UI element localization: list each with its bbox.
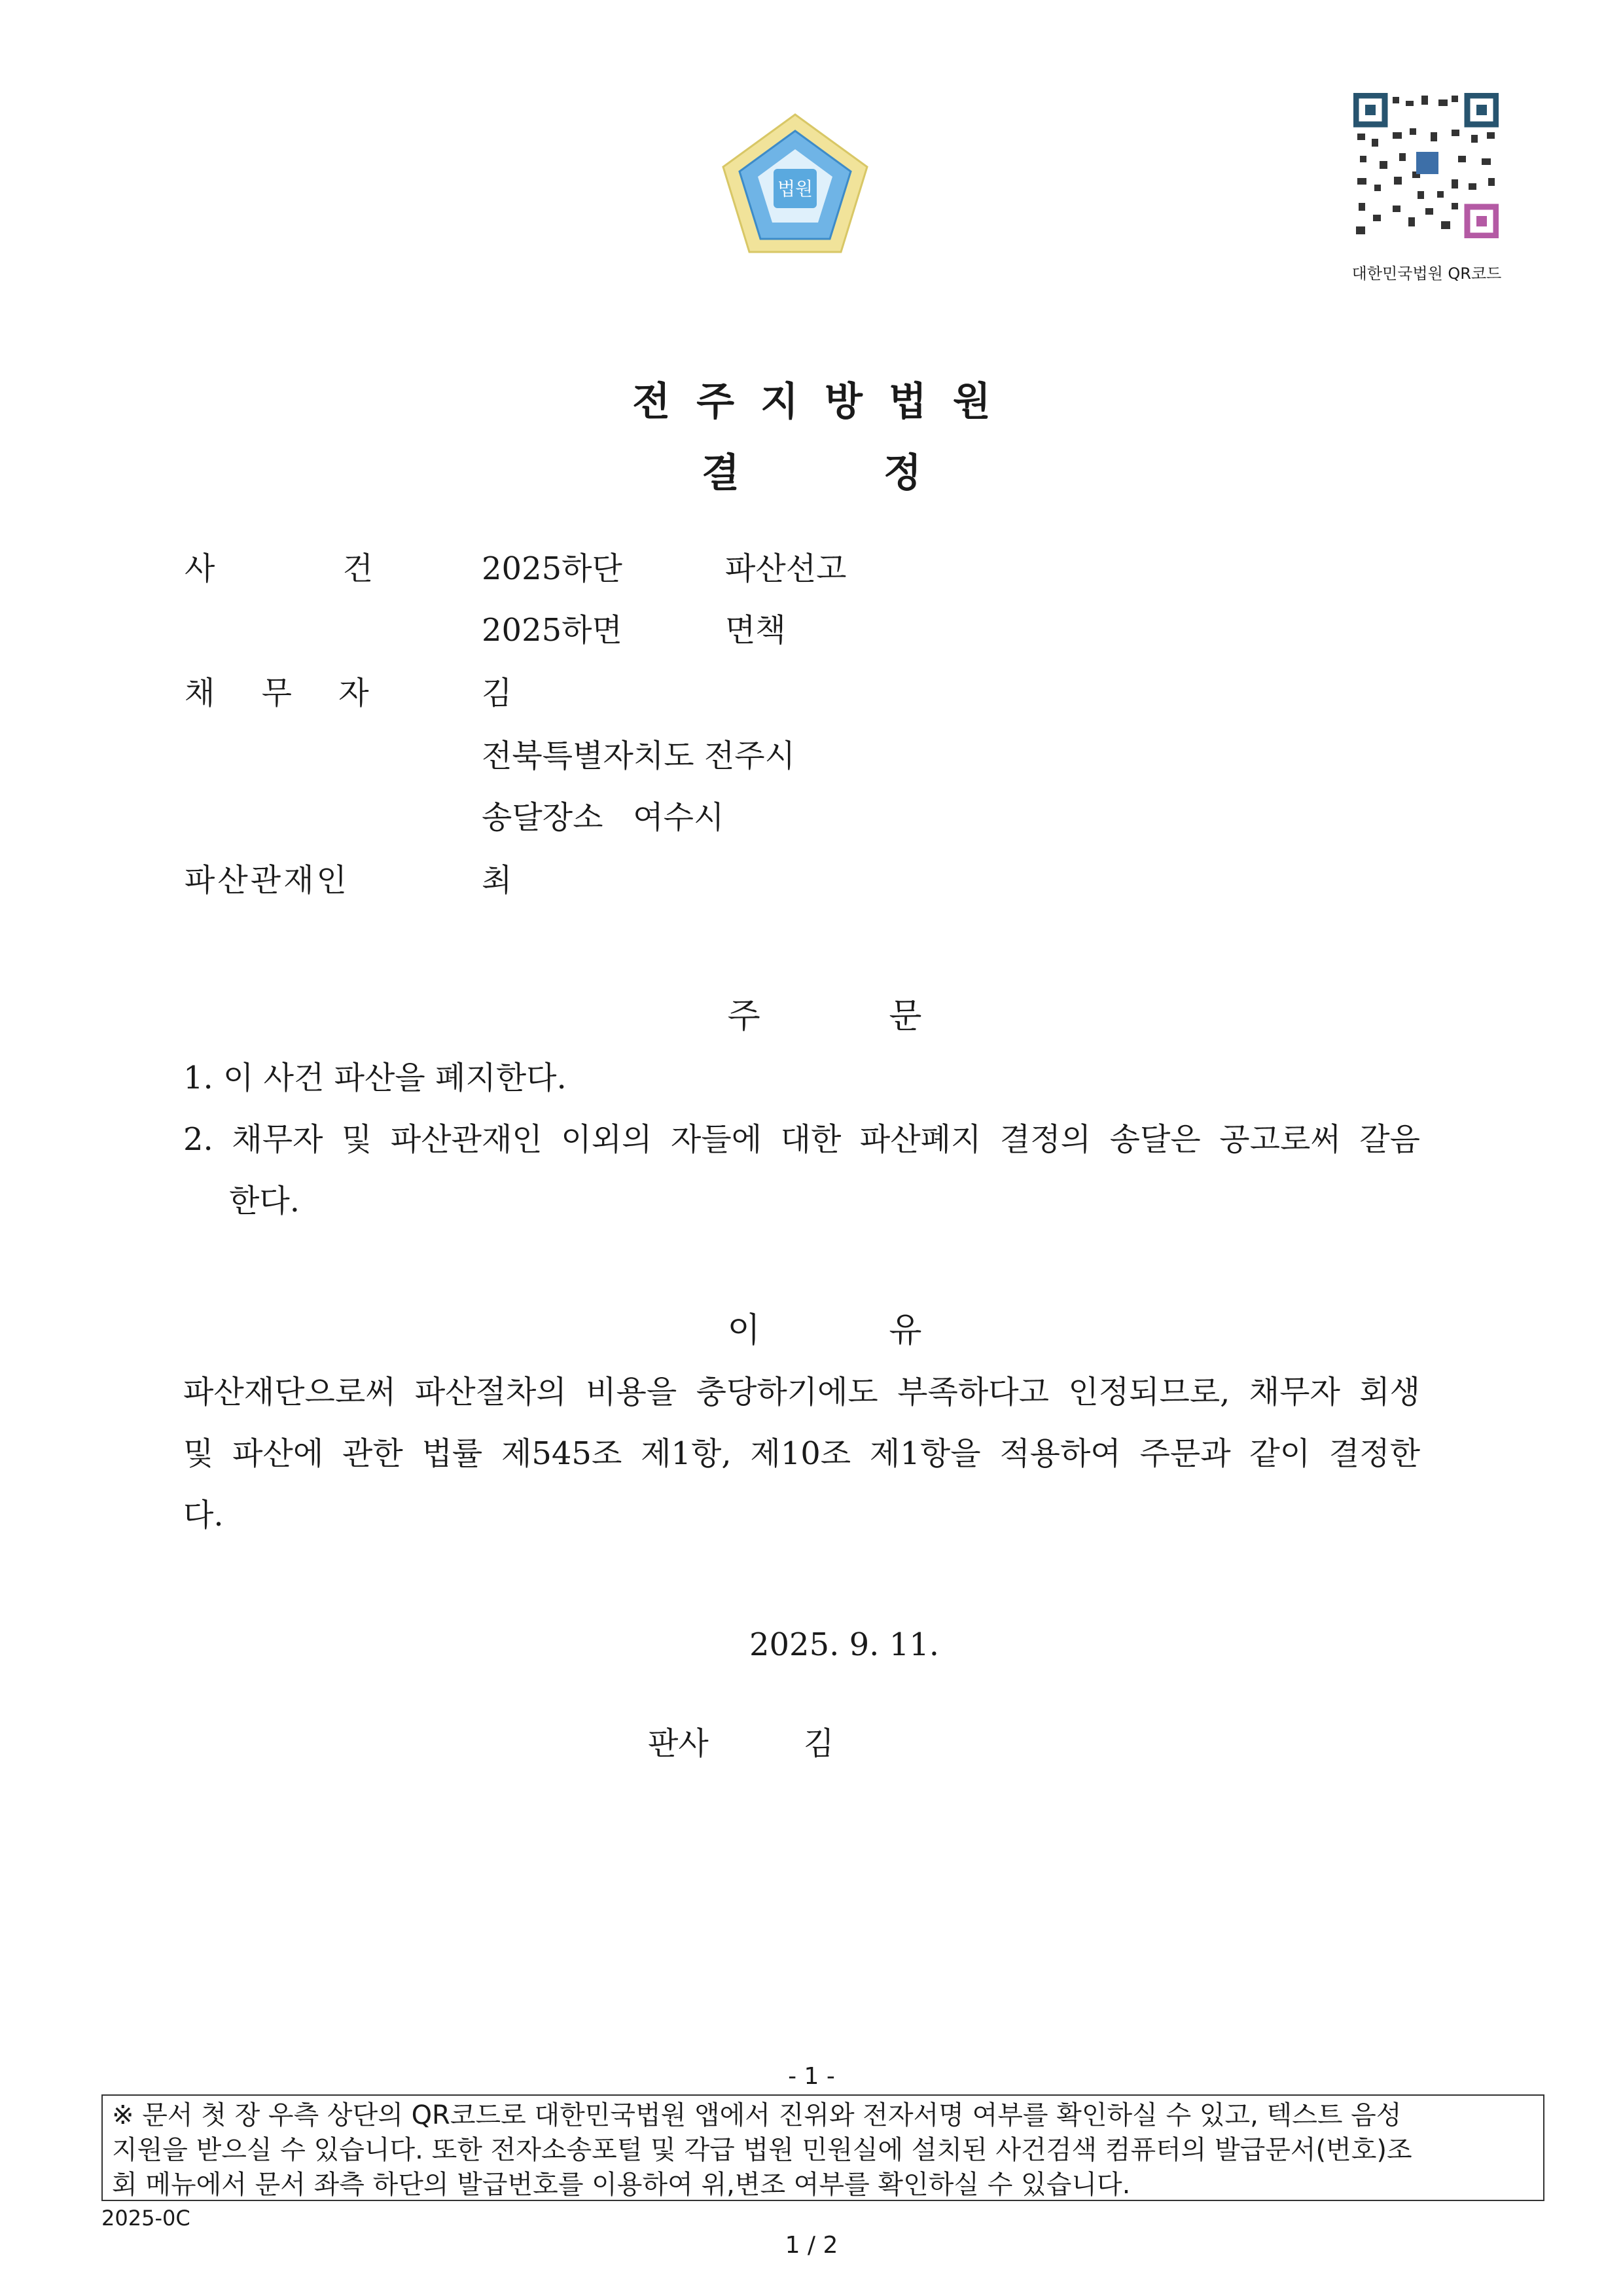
- qr-caption: 대한민국법원 QR코드: [1351, 264, 1502, 283]
- trustee-label: 파산관재인: [185, 862, 349, 899]
- reason-line-1: 파산재단으로써 파산절차의 비용을 충당하기에도 부족하다고 인정되므로, 채무자 회생: [183, 1374, 1420, 1410]
- case-number-2: 2025하면: [482, 612, 622, 649]
- reason-line-2: 및 파산에 관한 법률 제545조 제1항, 제10조 제1항을 적용하여 주문과 같이 결정한: [183, 1435, 1420, 1472]
- reason-line-3: 다.: [183, 1497, 224, 1534]
- notice-line-1: ※ 문서 첫 장 우측 상단의 QR코드로 대한민국법원 앱에서 진위와 전자서명 여부를 확인하실 수 있고, 텍스트 음성: [112, 2100, 1402, 2130]
- case-type-1: 파산선고: [725, 550, 847, 587]
- court-emblem: [720, 111, 870, 255]
- debtor-name: 김: [482, 675, 512, 711]
- court-name: 전주지방법원: [632, 379, 1017, 425]
- page-count: 1 / 2: [785, 2232, 838, 2259]
- case-label: 사 건: [185, 550, 432, 587]
- reason-heading: 이 유: [727, 1311, 922, 1350]
- case-number-1: 2025하단: [482, 550, 622, 587]
- decision-date: 2025. 9. 11.: [749, 1626, 940, 1663]
- debtor-address: 전북특별자치도 전주시: [482, 738, 795, 774]
- notice-line-2: 지원을 받으실 수 있습니다. 또한 전자소송포털 및 각급 법원 민원실에 설치된 사건검색 컴퓨터의 발급문서(번호)조: [112, 2135, 1412, 2165]
- order-item-1: 1. 이 사건 파산을 폐지한다.: [183, 1060, 567, 1096]
- verification-notice: [101, 2094, 1544, 2201]
- case-type-2: 면책: [725, 612, 786, 649]
- judge-title: 판사: [648, 1725, 709, 1762]
- emblem-text: 법원: [777, 178, 813, 200]
- delivery-place: 송달장소 여수시: [482, 799, 724, 836]
- notice-line-3: 회 메뉴에서 문서 좌측 하단의 발급번호를 이용하여 위,변조 여부를 확인하실 수 있습니다.: [112, 2170, 1131, 2200]
- document-type: 결정: [702, 450, 1065, 496]
- verification-qr-code[interactable]: [1353, 93, 1499, 238]
- judge-name: 김: [804, 1725, 834, 1762]
- court-emblem-icon: [720, 111, 870, 255]
- qr-code-icon: [1353, 93, 1499, 238]
- debtor-label: 채 무 자: [185, 675, 387, 711]
- order-item-2-line-1: 2. 채무자 및 파산관재인 이외의 자들에 대한 파산폐지 결정의 송달은 공고로써 갈음: [183, 1121, 1420, 1158]
- issue-number: 2025-0C: [101, 2206, 190, 2231]
- page-number: - 1 -: [788, 2063, 835, 2090]
- trustee-name: 최: [482, 862, 512, 899]
- order-item-2-line-2: 한다.: [229, 1183, 300, 1219]
- order-heading: 주 문: [727, 997, 922, 1036]
